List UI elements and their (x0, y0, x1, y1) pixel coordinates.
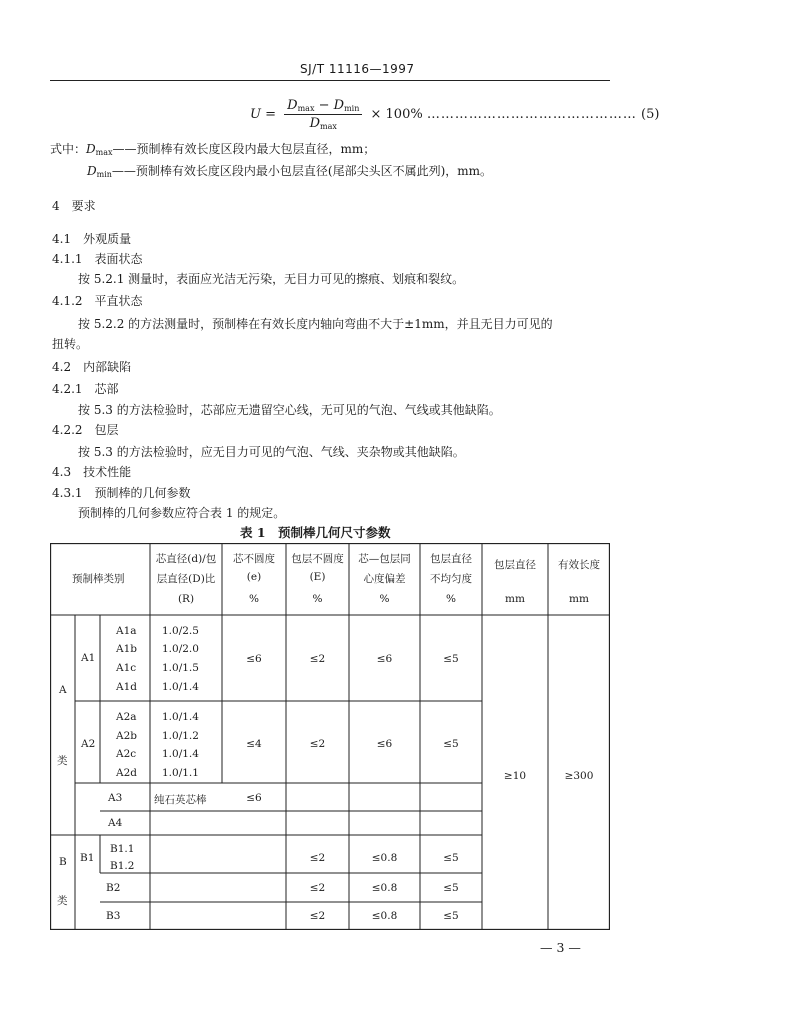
a1-conc-value: ≤6 (376, 653, 393, 665)
class-a-label: A (59, 684, 67, 696)
header-rule (50, 80, 610, 81)
formula-eq: = (265, 107, 277, 122)
header-conc-line2: 心度偏差 (363, 573, 406, 585)
row-a2d-code: A2d (116, 767, 137, 779)
definition-dmax-sym: D (86, 142, 96, 156)
formula-dmax-sym: D (287, 98, 298, 113)
row-a1c-ratio: 1.0/1.5 (162, 662, 199, 674)
definition-dmin-text: ——预制棒有效长度区段内最小包层直径(尾部尖头区不属此列)，mm。 (111, 164, 493, 178)
section-4-2-1-heading: 4.2.1 芯部 (52, 382, 119, 396)
row-a4-code: A4 (108, 817, 123, 829)
length-all-value: ≥300 (564, 770, 594, 782)
header-ratio-line1: 芯直径(d)/包 (155, 553, 217, 565)
group-b1-label: B1 (80, 852, 95, 864)
a2-unif-value: ≤5 (443, 738, 459, 750)
definition-dmin (87, 162, 492, 179)
class-b-suffix: 类 (57, 895, 68, 907)
row-a2a-code: A2a (116, 711, 137, 723)
row-a3-ratio: 纯石英芯棒 (154, 794, 207, 806)
formula-eq-number: (5) (641, 107, 660, 122)
formula-den-sym: D (309, 116, 321, 131)
row-a1b-code: A1b (116, 643, 137, 655)
section-4-3-heading: 4.3 技术性能 (52, 465, 132, 479)
definition-dmin-sub: min (96, 170, 112, 179)
table-caption: 表 1 预制棒几何尺寸参数 (240, 525, 391, 540)
header-len-line3: mm (569, 593, 589, 605)
formula-5 (250, 98, 659, 131)
formula-fraction (284, 98, 362, 131)
a1-unif-value: ≤5 (443, 653, 459, 665)
section-4-heading: 4 要求 (52, 199, 96, 213)
header-clad-line3: % (312, 593, 323, 605)
row-a1d-ratio: 1.0/1.4 (162, 681, 199, 693)
a2-clad-value: ≤2 (309, 738, 326, 750)
b1-unif-value: ≤5 (443, 852, 459, 864)
section-4-3-1-heading: 4.3.1 预制棒的几何参数 (52, 486, 191, 500)
header-unif-line1: 包层直径 (430, 553, 472, 565)
header-conc-line1: 芯—包层同 (358, 553, 411, 565)
row-a1a-code: A1a (116, 625, 137, 637)
row-a3-code: A3 (108, 792, 123, 804)
b2-unif-value: ≤5 (443, 882, 459, 894)
geometry-table (50, 543, 610, 930)
b2-clad-value: ≤2 (309, 882, 326, 894)
section-4-2-heading: 4.2 内部缺陷 (52, 360, 132, 374)
header-ratio-line3: (R) (177, 593, 195, 605)
section-4-2-2-text: 按 5.3 的方法检验时，应无目力可见的气泡、气线、夹杂物或其他缺陷。 (78, 445, 465, 459)
row-b2-code: B2 (106, 882, 121, 894)
formula-den-sub: max (320, 122, 337, 131)
definition-dmin-sym: D (87, 164, 97, 178)
header-core-line3: % (249, 593, 259, 605)
section-4-1-heading: 4.1 外观质量 (52, 232, 132, 246)
row-a2a-ratio: 1.0/1.4 (162, 711, 199, 723)
a1-clad-value: ≤2 (309, 653, 326, 665)
a2-conc-value: ≤6 (376, 738, 393, 750)
formula-times: × 100% (370, 107, 423, 122)
section-4-1-2-heading: 4.1.2 平直状态 (52, 294, 143, 308)
row-a2d-ratio: 1.0/1.1 (162, 767, 199, 779)
definition-dmax (50, 140, 375, 157)
section-4-1-2-text-line1: 按 5.2.2 的方法测量时，预制棒在有效长度内轴向弯曲不大于±1mm，并且无目力可见的 (78, 317, 553, 331)
formula-dmax-sub: max (297, 104, 315, 113)
row-a2c-ratio: 1.0/1.4 (162, 748, 199, 760)
a1-core-value: ≤6 (246, 653, 262, 665)
header-diam-line3: mm (505, 593, 525, 605)
header-unif-line2: 不均匀度 (430, 573, 472, 585)
header-type: 预制棒类别 (72, 573, 125, 585)
row-a2b-code: A2b (116, 730, 137, 742)
definition-dmax-text: ——预制棒有效长度区段内最大包层直径，mm； (112, 142, 376, 156)
formula-lhs: U (250, 107, 261, 122)
row-a1b-ratio: 1.0/2.0 (162, 643, 199, 655)
row-b11-code: B1.1 (110, 843, 135, 855)
definition-prefix: 式中： (50, 142, 87, 156)
b3-conc-value: ≤0.8 (371, 910, 398, 922)
header-unif-line3: % (446, 593, 456, 605)
group-a2-label: A2 (81, 738, 96, 750)
class-b-label: B (59, 856, 67, 868)
formula-dmin-sym: D (333, 98, 345, 113)
header-ratio-line2: 层直径(D)比 (156, 573, 216, 585)
header-diam-line1: 包层直径 (494, 559, 536, 571)
row-a1a-ratio: 1.0/2.5 (162, 625, 199, 637)
a3-core-value: ≤6 (246, 792, 262, 804)
formula-minus: − (314, 98, 334, 113)
section-4-1-2-text-line2: 扭转。 (52, 337, 89, 351)
b1-conc-value: ≤0.8 (371, 852, 398, 864)
row-a2c-code: A2c (116, 748, 137, 760)
standard-number: SJ/T 11116—1997 (300, 62, 415, 76)
b1-clad-value: ≤2 (309, 852, 326, 864)
diameter-all-value: ≥10 (503, 770, 527, 782)
header-clad-line1: 包层不圆度 (291, 553, 344, 565)
b3-unif-value: ≤5 (443, 910, 459, 922)
row-a1d-code: A1d (116, 681, 137, 693)
section-4-1-1-heading: 4.1.1 表面状态 (52, 252, 143, 266)
header-conc-line3: % (379, 593, 390, 605)
formula-dots: ……………………………………… (426, 107, 637, 122)
b3-clad-value: ≤2 (309, 910, 326, 922)
header-clad-line2: (E) (309, 571, 326, 583)
group-a1-label: A1 (81, 652, 96, 664)
class-a-suffix: 类 (57, 755, 68, 767)
definition-dmax-sub: max (95, 148, 113, 157)
b2-conc-value: ≤0.8 (371, 882, 398, 894)
row-b12-code: B1.2 (110, 860, 135, 872)
row-b3-code: B3 (106, 910, 121, 922)
section-4-2-1-text: 按 5.3 的方法检验时，芯部应无遗留空心线，无可见的气泡、气线或其他缺陷。 (78, 403, 501, 417)
section-4-3-1-text: 预制棒的几何参数应符合表 1 的规定。 (78, 506, 286, 520)
header-core-line2: (e) (246, 571, 262, 583)
formula-denominator (284, 115, 362, 131)
formula-numerator (284, 98, 362, 115)
section-4-2-2-heading: 4.2.2 包层 (52, 423, 119, 437)
a2-core-value: ≤4 (246, 738, 262, 750)
row-a1c-code: A1c (116, 662, 137, 674)
section-4-1-1-text: 按 5.2.1 测量时，表面应光洁无污染，无目力可见的擦痕、划痕和裂纹。 (78, 272, 465, 286)
formula-dmin-sub: min (344, 104, 360, 113)
header-core-line1: 芯不圆度 (233, 553, 275, 565)
header-len-line1: 有效长度 (558, 559, 600, 571)
row-a2b-ratio: 1.0/1.2 (162, 730, 199, 742)
page-number: — 3 — (540, 940, 581, 955)
